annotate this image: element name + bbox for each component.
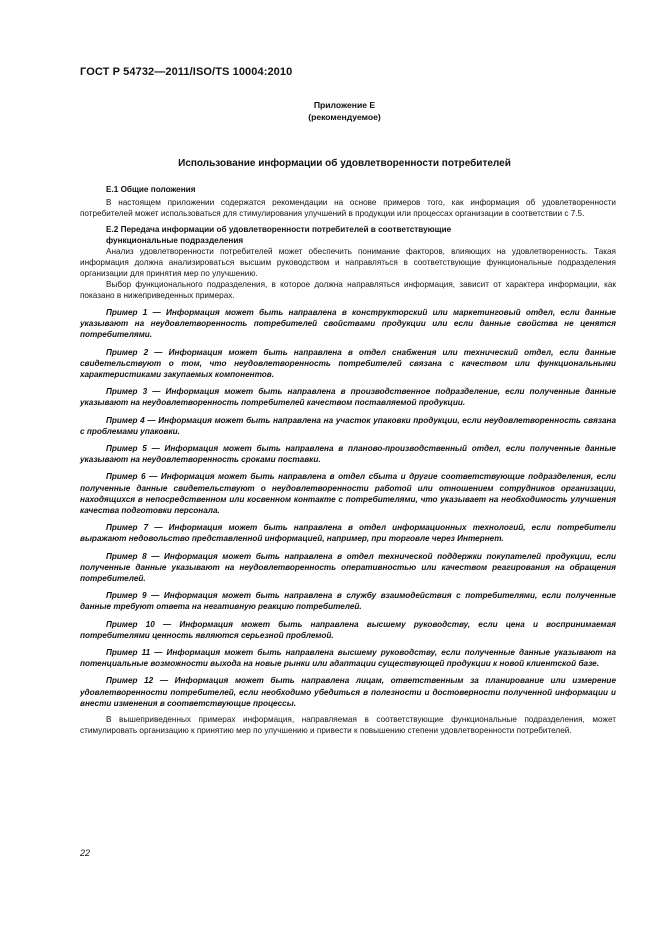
annex-title: Использование информации об удовлетворенности потребителей bbox=[178, 158, 511, 169]
annex-status: (рекомендуемое) bbox=[308, 112, 381, 122]
paragraph-e1: В настоящем приложении содержатся рекомендации на основе примеров того, как информация об удовлетворенности потребителей может использоваться для стимулирования улучшений в продукции или процессах организации в соответствии с 7.5. bbox=[80, 198, 616, 218]
page-number: 22 bbox=[80, 848, 91, 858]
example-11: Пример 11 — Информация может быть направлена высшему руководству, если полученные данные указывают на потенциальные возможности выхода на новые рынки или адаптации существующей продукции к новой клиентской базе. bbox=[80, 648, 616, 669]
example-1: Пример 1 — Информация может быть направлена в конструкторский или маркетинговый отдел, если данные указывают на неудовлетворенность потребителей свойствами продукции или если данные свойства не ценятся потребителями. bbox=[80, 308, 616, 340]
example-3: Пример 3 — Информация может быть направлена в производственное подразделение, если полученные данные указывают на неудовлетворенность потребителей качеством поставляемой продукции. bbox=[80, 387, 616, 408]
section-heading-e1: Е.1 Общие положения bbox=[106, 185, 196, 194]
example-7: Пример 7 — Информация может быть направлена в отдел информационных технологий, если потребители выражают недовольство представленной информацией, например, при торговле через Интернет. bbox=[80, 523, 616, 544]
document-body bbox=[80, 184, 616, 736]
example-5: Пример 5 — Информация может быть направлена в планово-производственный отдел, если полученные данные указывают на неудовлетворенность сроками поставки. bbox=[80, 444, 616, 465]
section-heading-e2-line2: функциональные подразделения bbox=[106, 236, 244, 245]
paragraph-e2-1: Анализ удовлетворенности потребителей может обеспечить понимание факторов, влияющих на удовлетворенность. Такая информация должна анализироваться высшим руководством и направляться в соответствующие функциональные подразделения организации для принятия мер по улучшению. bbox=[80, 247, 616, 278]
example-12: Пример 12 — Информация может быть направлена лицам, ответственным за планирование или измерение удовлетворенности потребителей, если необходимо убедиться в полезности и достоверности полученной информации и внести изменения в соответствующие процессы. bbox=[80, 676, 616, 708]
example-10: Пример 10 — Информация может быть направлена высшему руководству, если цена и воспринимаемая потребителями ценность являются серьезной проблемой. bbox=[80, 619, 616, 640]
example-6: Пример 6 — Информация может быть направлена в отдел сбыта и другие соответствующие подразделения, если полученные данные свидетельствуют о неудовлетворенности работой или отношением сотрудников организации, находящихся в непосредственном или косвенном контакте с потребителями, что указывает на необходимость улучшения качества подготовки персонала. bbox=[80, 472, 616, 516]
example-2: Пример 2 — Информация может быть направлена в отдел снабжения или технический отдел, если данные свидетельствуют о том, что неудовлетворенность потребителей связана с качеством или функциональными характеристиками закупаемых компонентов. bbox=[80, 347, 616, 380]
example-8: Пример 8 — Информация может быть направлена в отдел технической поддержки покупателей продукции, если полученные данные указывают на неудовлетворенность оперативностью или качеством реагирования на обращения потребителей. bbox=[80, 551, 616, 584]
document-header: ГОСТ Р 54732—2011/ISO/TS 10004:2010 bbox=[80, 66, 293, 78]
section-heading-e2-line1: Е.2 Передача информации об удовлетворенности потребителей в соответствующие bbox=[106, 225, 452, 234]
paragraph-e2-2: Выбор функционального подразделения, в которое должна направляться информация, зависит от характера информации, как показано в нижеприведенных примерах. bbox=[80, 280, 616, 300]
example-9: Пример 9 — Информация может быть направлена в службу взаимодействия с потребителями, если полученные данные требуют ответа на негативную реакцию потребителей. bbox=[80, 591, 616, 612]
annex-label: Приложение Е bbox=[313, 100, 376, 110]
example-4: Пример 4 — Информация может быть направлена на участок упаковки продукции, если неудовлетворенность связана с проблемами упаковки. bbox=[80, 415, 616, 436]
closing-paragraph: В вышеприведенных примерах информация, направляемая в соответствующие функциональные подразделения, может стимулировать организацию к принятию мер по улучшению и привести к повышению степени удовлетворенности потребителей. bbox=[80, 715, 616, 736]
